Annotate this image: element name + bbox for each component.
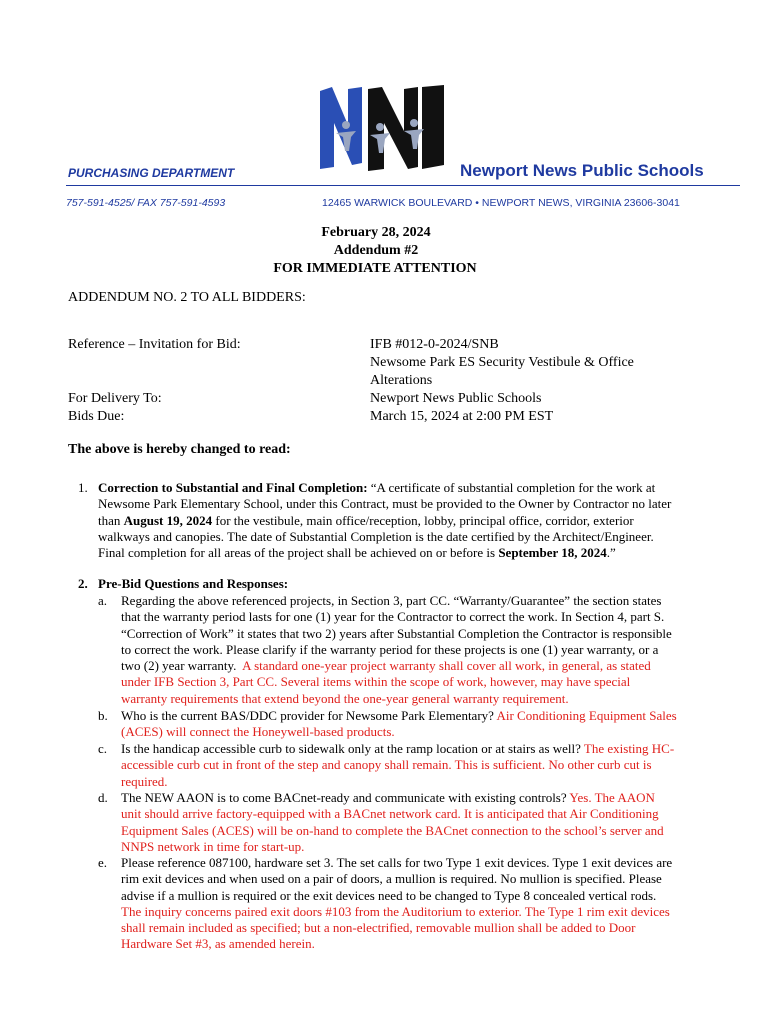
item2e-body: Please reference 087100, hardware set 3. The set calls for two Type 1 exit devices. Type 1 exit devices are rim exit devices and when used on a pair of doors, a mullion is required. No mullion is specified. Please advise if a mullion is required or the exit devices need to be changed to Type 8 concealed vertical rods. The inquiry concerns paired exit doors #103 from the Auditorium to exterior. The Type 1 rim exit devices shall remain included as specified; but a non-electrified, removable mullion shall be added to Door Hardware Set #3, as amended herein. xyxy=(121,855,751,953)
item2-number: 2. xyxy=(78,576,88,591)
item2b-body: Who is the current BAS/DDC provider for Newsome Park Elementary? Air Conditioning Equipment Sales (ACES) will connect the Honeywell-based products. xyxy=(121,708,677,740)
item2-title: Pre-Bid Questions and Responses: xyxy=(98,576,289,591)
item2d-response: Yes. The AAON xyxy=(569,790,655,805)
addendum-number: Addendum #2 xyxy=(333,243,419,258)
reference-label: Reference – Invitation for Bid: xyxy=(68,337,241,352)
header-divider xyxy=(66,185,740,186)
school-address: 12465 WARWICK BOULEVARD • NEWPORT NEWS, VIRGINIA 23606-3041 xyxy=(322,197,680,209)
bids-due-label: Bids Due: xyxy=(68,409,125,424)
school-name: Newport News Public Schools xyxy=(460,161,704,180)
project-name-line2: Alterations xyxy=(370,373,433,388)
item2a-response: A standard one-year project warranty shall cover all work, in general, as stated xyxy=(242,658,651,674)
item2b-response: Air Conditioning Equipment Sales xyxy=(496,708,677,723)
item2a-letter: a. xyxy=(98,593,108,608)
intro-line: ADDENDUM NO. 2 TO ALL BIDDERS: xyxy=(68,290,306,305)
ifb-number: IFB #012-0-2024/SNB xyxy=(370,337,499,352)
bids-due-value: March 15, 2024 at 2:00 PM EST xyxy=(370,409,554,424)
title-block xyxy=(0,224,770,278)
item1-body: Correction to Substantial and Final Completion: “A certificate of substantial completion for the work at Newsome Park Elementary School, under this Contract, must be provided to the Owner by Contractor no later than August 19, 2024 for the vestibule, main office/reception, lobby, principal office, corridor, exterior walkways and canopies. The date of Substantial Completion is the date certified by the Architect/Engineer. Final completion for all areas of the project shall be achieved on or before is September 18, 2024.” xyxy=(98,480,672,561)
changed-heading: The above is hereby changed to read: xyxy=(68,442,291,457)
item1-number: 1. xyxy=(78,480,88,495)
item2e-response: The inquiry concerns paired exit doors #103 from the Auditorium to exterior. The Type 1 rim exit devices xyxy=(121,903,670,919)
phone-fax: 757-591-4525/ FAX 757-591-4593 xyxy=(66,197,226,209)
substantial-completion-date: August 19, 2024 xyxy=(123,512,213,528)
attention-line: FOR IMMEDIATE ATTENTION xyxy=(273,261,477,276)
nnps-logo xyxy=(318,85,446,171)
item2b-letter: b. xyxy=(98,708,108,723)
item2c-response: The existing HC- xyxy=(583,741,675,756)
project-name-line1: Newsome Park ES Security Vestibule & Office xyxy=(370,355,634,370)
doc-date: February 28, 2024 xyxy=(321,225,431,240)
item2c-body: Is the handicap accessible curb to sidewalk only at the ramp location or at stairs as well? The existing HC- accessible curb cut in front of the step and canopy shall remain. This is sufficient. No other curb cut is required. xyxy=(121,741,675,789)
final-completion-date: September 18, 2024 xyxy=(498,545,607,561)
reference-values xyxy=(370,336,634,426)
item2d-letter: d. xyxy=(98,790,108,805)
item2d-body: The NEW AAON is to come BACnet-ready and communicate with existing controls? Yes. The AAON unit should arrive factory-equipped with a BACnet network card. It is anticipated that Air Conditioning Equipment Sales (ACES) will be on-hand to complete the BACnet connection to the school’s server and NNPS network in time for start-up. xyxy=(121,790,664,854)
delivery-value: Newport News Public Schools xyxy=(370,391,542,406)
item1-title: Correction to Substantial and Final Completion: xyxy=(98,480,368,495)
delivery-label: For Delivery To: xyxy=(68,391,162,406)
item2e-letter: e. xyxy=(98,855,108,870)
department-name: PURCHASING DEPARTMENT xyxy=(68,166,235,180)
item2a-body: Regarding the above referenced projects, in Section 3, part CC. “Warranty/Guarantee” the section states that the warranty period lasts for one (1) year for the Contractor to correct the work. In Section 4, part S. “Correction of Work” it states that two 2) years after Substantial Completion the Contractor is responsible to correct the work. Please clarify if the warranty period for these projects is one (1) year warranty, or a two (2) year warranty. A standard one-year project warranty shall cover all work, in general, as stated under IFB Section 3, Part CC. Several items within the scope of work, however, may have special warranty requirements that extend beyond the one-year general warranty requirement. xyxy=(121,593,672,706)
item2c-letter: c. xyxy=(98,741,108,756)
